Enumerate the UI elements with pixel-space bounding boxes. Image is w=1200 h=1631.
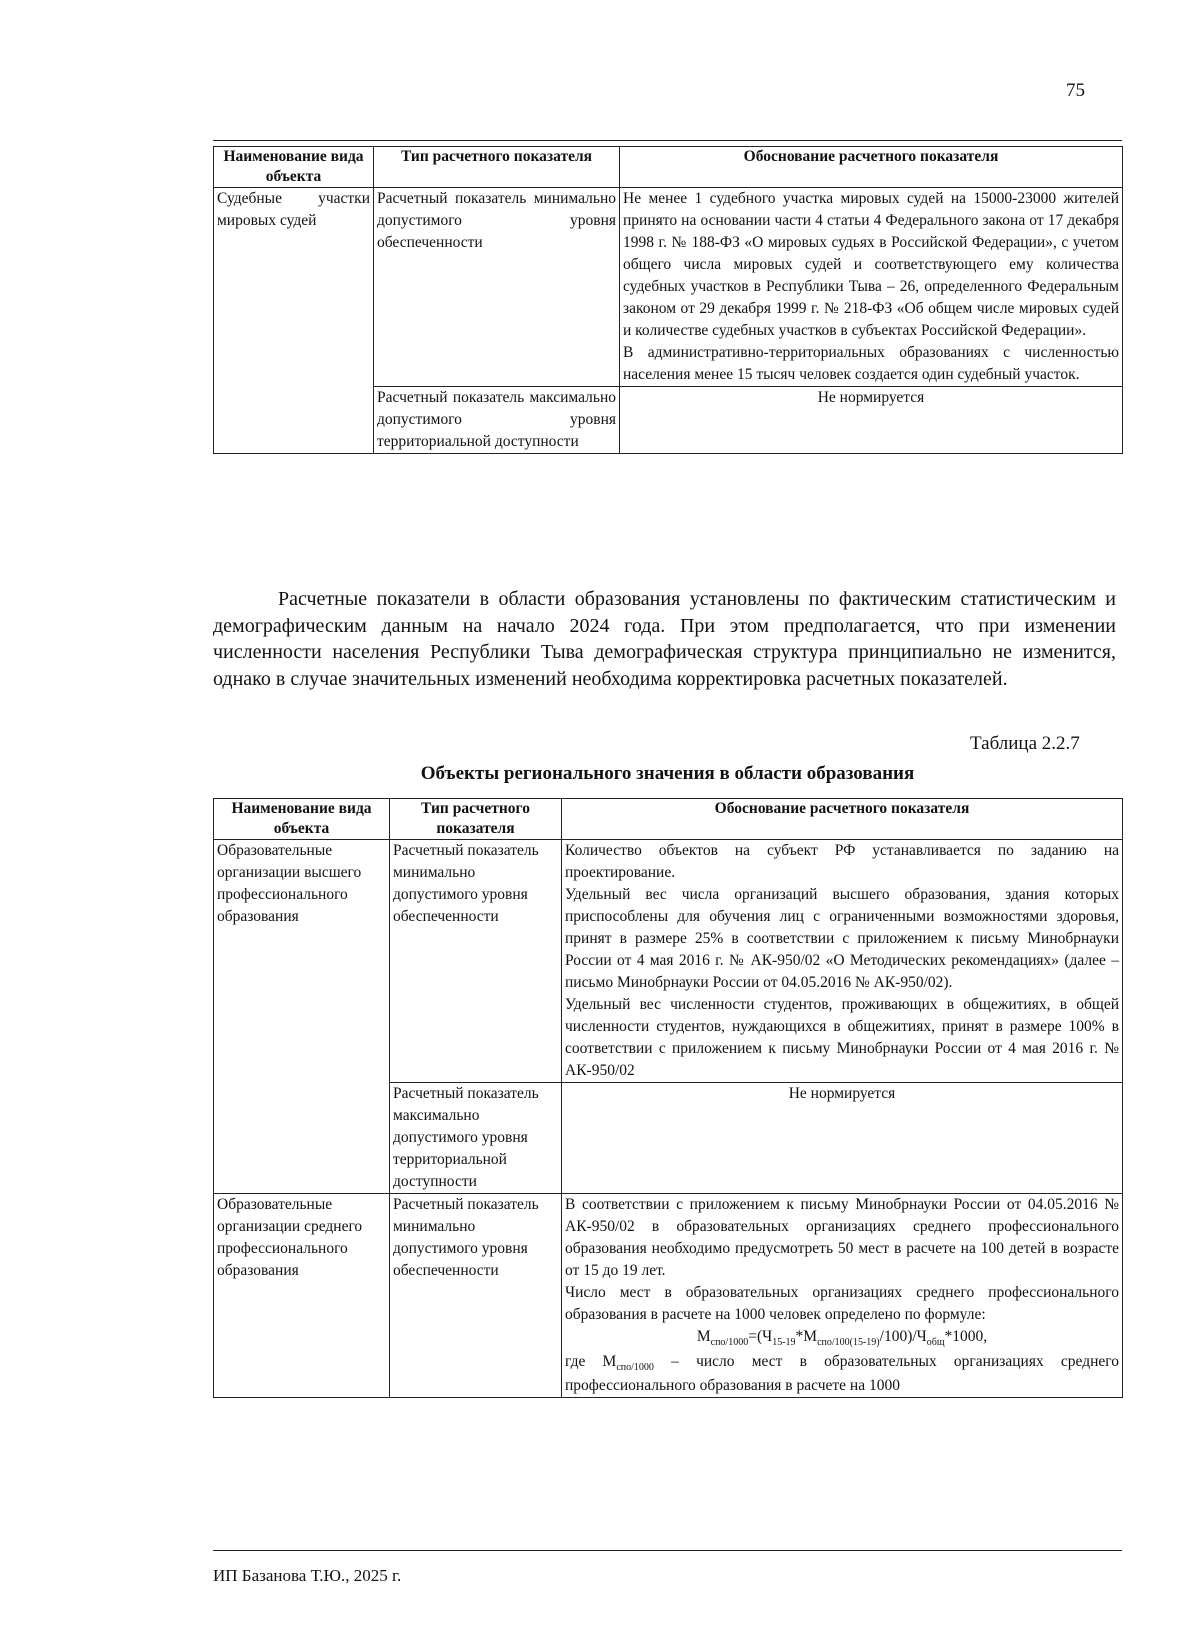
basis-paragraph: В соответствии с приложением к письму Минобрнауки России от 04.05.2016 № АК-950/02 в образовательных организациях среднего профессионального образования необходимо предусмотреть 50 мест в расчете на 100 детей в возрасте от 15 до 19 лет. (565, 1196, 1119, 1280)
formula-part: *1000, (944, 1328, 988, 1346)
object-name-cell: Судебные участки мировых судей (214, 188, 374, 454)
footer-text: ИП Базанова Т.Ю., 2025 г. (213, 1566, 402, 1585)
basis-paragraph: Удельный вес числа организаций высшего образования, здания которых приспособлены для обучения лиц с ограниченными возможностями здоровья, принят в размере 25% в соответствии с приложением к письму Минобрнауки России от 4 мая 2016 г. № АК-950/02 «О Методических рекомендациях» (далее – письмо Минобрнауки России от 04.05.2016 № АК-950/02). (565, 886, 1119, 992)
formula-subscript: спо/1000 (710, 1337, 749, 1349)
explanation-part: – число мест в образовательных организациях среднего профессионального образования в расчете на 1000 (565, 1352, 1119, 1394)
object-name-cell: Образовательные организации среднего профессионального образования (214, 1194, 390, 1398)
table-header-row (214, 147, 1123, 188)
header-indicator-type: Тип расчетного показателя (390, 799, 562, 840)
formula-part: *М (795, 1328, 818, 1346)
table-row (214, 840, 1123, 1083)
table-title: Объекты регионального значения в области образования (420, 763, 915, 784)
table-number: Таблица 2.2.7 (970, 733, 1080, 754)
header-indicator-basis: Обоснование расчетного показателя (620, 147, 1123, 188)
basis-paragraph: Количество объектов на субъект РФ устанавливается по заданию на проектирование. (565, 842, 1119, 882)
explanation-subscript: спо/1000 (616, 1361, 654, 1373)
header-object-name: Наименование вида объекта (214, 147, 374, 188)
indicator-basis-cell: Не нормируется (620, 387, 1123, 454)
basis-paragraph: Не менее 1 судебного участка мировых судей на 15000-23000 жителей принято на основании части 4 статьи 4 Федерального закона от 17 декабря 1998 г. № 188-ФЗ «О мировых судьях в Российской Федерации», с учетом общего числа мировых судей и соответствующего ему количества судебных участков в Республики Тыва – 26, определенного Федеральным законом от 29 декабря 1999 г. № 218-ФЗ «Об общем числе мировых судей и количестве судебных участков в субъектах Российской Федерации». (623, 190, 1119, 340)
indicator-type-cell: Расчетный показатель минимально допустимого уровня обеспеченности (390, 840, 562, 1083)
indicator-basis-cell (562, 1194, 1123, 1398)
header-indicator-basis: Обоснование расчетного показателя (562, 799, 1123, 840)
table-row (214, 1194, 1123, 1398)
explanation-part: где М (565, 1352, 617, 1370)
formula-subscript: 15-19 (772, 1337, 796, 1349)
formula-subscript: спо/100(15-19) (817, 1337, 880, 1349)
formula-part: /100)/Ч (879, 1328, 927, 1346)
object-name-cell: Образовательные организации высшего профессионального образования (214, 840, 390, 1194)
formula-part: =(Ч (748, 1328, 773, 1346)
body-paragraph-text: Расчетные показатели в области образования установлены по фактическим статистическим и демографическим данным на начало 2024 года. При этом предполагается, что при изменении численности населения Республики Тыва демографическая структура принципиально не изменится, однако в случае значительных изменений необходима корректировка расчетных показателей. (213, 588, 1116, 690)
formula-explanation (565, 1351, 1119, 1397)
indicator-type-cell: Расчетный показатель минимально допустимого уровня обеспеченности (374, 188, 620, 387)
indicator-basis-cell: Не нормируется (562, 1083, 1123, 1194)
table-header-row (214, 799, 1123, 840)
basis-paragraph: В административно-территориальных образованиях с численностью населения менее 15 тысяч человек создается один судебный участок. (623, 344, 1119, 384)
page-number: 75 (1066, 80, 1085, 101)
formula-subscript: общ (926, 1337, 945, 1349)
indicator-basis-cell (620, 188, 1123, 387)
indicator-type-cell: Расчетный показатель максимально допустимого уровня территориальной доступности (374, 387, 620, 454)
indicator-type-cell: Расчетный показатель максимально допустимого уровня территориальной доступности (390, 1083, 562, 1194)
basis-paragraph: Число мест в образовательных организациях среднего профессионального образования в расчете на 1000 человек определено по формуле: (565, 1284, 1119, 1324)
indicator-type-cell: Расчетный показатель минимально допустимого уровня обеспеченности (390, 1194, 562, 1398)
judicial-table (213, 146, 1123, 454)
header-object-name: Наименование вида объекта (214, 799, 390, 840)
formula (565, 1326, 1119, 1350)
table-row (214, 188, 1123, 387)
formula-part: М (696, 1328, 711, 1346)
footer-rule (213, 1550, 1122, 1551)
basis-paragraph: Удельный вес численности студентов, проживающих в общежитиях, в общей численности студентов, нуждающихся в общежитиях, принят в размере 100% в соответствии с приложением к письму Минобрнауки России от 4 мая 2016 г. № АК-950/02 (565, 996, 1119, 1080)
header-indicator-type: Тип расчетного показателя (374, 147, 620, 188)
body-paragraph (213, 586, 1116, 692)
education-table (213, 798, 1123, 1398)
indicator-basis-cell (562, 840, 1123, 1083)
top-rule (213, 140, 1122, 141)
